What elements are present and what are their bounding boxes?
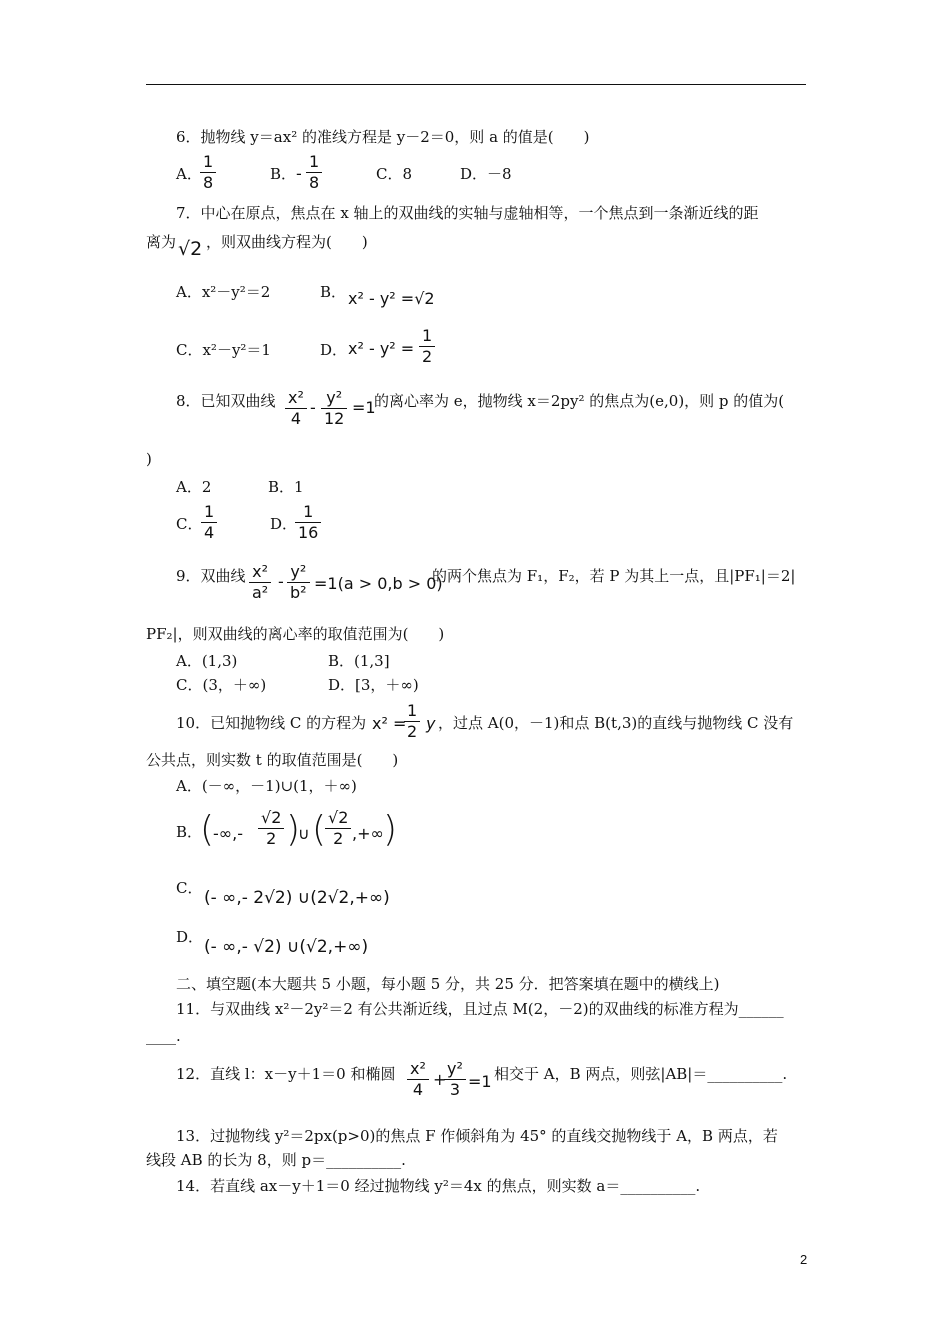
q9-option-a: A．(1,3) <box>176 652 238 670</box>
q9-line2: PF₂|，则双曲线的离心率的取值范围为( ) <box>146 625 445 643</box>
q10-option-b-mid-paren1: ) <box>286 809 301 850</box>
q10-option-b-left: -∞,- <box>213 824 243 843</box>
q12-plus: + <box>433 1070 447 1089</box>
q6-option-b-label: B． <box>270 165 297 183</box>
q9-option-d: D．[3，＋∞) <box>328 676 419 694</box>
q7-option-b-label: B． <box>320 283 347 301</box>
q10-line2: 公共点，则实数 t 的取值范围是( ) <box>146 751 399 769</box>
q10-option-b-mid-paren2: ( <box>312 809 327 850</box>
q12-equals: =1 <box>468 1072 492 1091</box>
q6-option-d: D．－8 <box>460 165 512 183</box>
q10-option-b-union: ∪ <box>298 824 310 843</box>
q6-option-b-sign: - <box>296 164 302 183</box>
q11-line1: 11．与双曲线 x²－2y²＝2 有公共渐近线，且过点 M(2，－2)的双曲线的标准方程为______ <box>176 1000 784 1018</box>
q10-option-b-right: ,+∞ <box>352 824 384 843</box>
q8-option-c-fraction: 1 4 <box>201 502 217 543</box>
q7-option-a: A．x²－y²＝2 <box>176 283 271 301</box>
q7-option-c: C．x²－y²＝1 <box>176 341 271 359</box>
q8-option-a: A．2 <box>176 478 212 496</box>
q8-fraction-x: x² 4 <box>285 388 307 429</box>
q9-minus: - <box>278 572 284 591</box>
q6-stem: 6．抛物线 y＝ax² 的准线方程是 y－2＝0，则 a 的值是( ) <box>176 128 590 146</box>
q7-option-d-math: x² - y² = <box>348 339 415 358</box>
q10-option-c-math: (- ∞,- 2√2) ∪(2√2,+∞) <box>204 888 390 908</box>
q9-condition: =1(a > 0,b > 0) <box>314 574 443 593</box>
q10-option-b-right-paren: ) <box>383 809 398 850</box>
q12-fraction-x: x² 4 <box>407 1059 429 1100</box>
q12-pre: 12．直线 l：x－y＋1＝0 和椭圆 <box>176 1065 396 1083</box>
q10-eq-lhs: x² = <box>372 714 407 733</box>
q11-line2: ____. <box>146 1027 181 1045</box>
q8-fraction-y: y² 12 <box>321 388 347 429</box>
q8-pre: 8．已知双曲线 <box>176 392 276 410</box>
q13-line1: 13．过抛物线 y²＝2px(p>0)的焦点 F 作倾斜角为 45° 的直线交抛物线于 A，B 两点，若 <box>176 1127 778 1145</box>
q12-post: 相交于 A，B 两点，则弦|AB|＝__________. <box>494 1065 788 1083</box>
q10-option-b-fraction1: √2 2 <box>258 808 284 849</box>
q7-line2-post: ，则双曲线方程为( ) <box>206 233 368 251</box>
q6-option-c: C．8 <box>376 165 413 183</box>
q10-option-c-label: C． <box>176 879 203 897</box>
q8-option-d-fraction: 1 16 <box>295 502 321 543</box>
q7-option-d-fraction: 1 2 <box>419 326 435 367</box>
q9-pre: 9．双曲线 <box>176 567 246 585</box>
q8-equals: =1 <box>352 398 376 417</box>
q9-fraction-y: y² b² <box>287 562 310 603</box>
q6-option-a-label: A． <box>176 165 202 183</box>
page-number: 2 <box>800 1252 808 1267</box>
q10-option-a: A．(－∞，－1)∪(1，＋∞) <box>176 777 357 795</box>
q6-option-b-fraction: 1 8 <box>306 152 322 193</box>
q7-option-d-label: D． <box>320 341 348 359</box>
q10-pre: 10．已知抛物线 C 的方程为 <box>176 714 367 732</box>
q10-post: ，过点 A(0，－1)和点 B(t,3)的直线与抛物线 C 没有 <box>438 714 794 732</box>
q7-line1: 7．中心在原点，焦点在 x 轴上的双曲线的实轴与虚轴相等，一个焦点到一条渐近线的距 <box>176 204 759 222</box>
q8-minus: - <box>310 398 316 417</box>
q7-line2-math: √2 <box>178 238 203 260</box>
q10-option-b-left-paren: ( <box>200 809 215 850</box>
q9-option-c: C．(3，＋∞) <box>176 676 267 694</box>
header-rule <box>146 84 806 85</box>
q10-eq-y: y <box>426 714 436 733</box>
q10-option-d-math: (- ∞,- √2) ∪(√2,+∞) <box>204 937 369 957</box>
q8-option-c-label: C． <box>176 515 203 533</box>
q8-close: ) <box>146 450 152 468</box>
q10-option-d-label: D． <box>176 928 204 946</box>
q7-line2-pre: 离为 <box>146 233 177 251</box>
q14-line1: 14．若直线 ax－y＋1＝0 经过抛物线 y²＝4x 的焦点，则实数 a＝__________. <box>176 1177 701 1195</box>
q12-fraction-y: y² 3 <box>444 1059 466 1100</box>
q9-post: 的两个焦点为 F₁，F₂，若 P 为其上一点，且|PF₁|＝2| <box>432 567 796 585</box>
q8-post: 的离心率为 e，抛物线 x＝2py² 的焦点为(e,0)，则 p 的值为( <box>374 392 785 410</box>
q9-option-b: B．(1,3] <box>328 652 390 670</box>
q13-line2: 线段 AB 的长为 8，则 p＝__________. <box>146 1151 406 1169</box>
q10-eq-fraction: 1 2 <box>404 701 420 742</box>
section2-heading: 二、填空题(本大题共 5 小题，每小题 5 分，共 25 分．把答案填在题中的横线上) <box>176 975 720 993</box>
q8-option-b: B．1 <box>268 478 304 496</box>
q9-fraction-x: x² a² <box>249 562 271 603</box>
q6-option-a-fraction: 1 8 <box>200 152 216 193</box>
q10-option-b-label: B． <box>176 823 203 841</box>
q8-option-d-label: D． <box>270 515 298 533</box>
q10-option-b-fraction2: √2 2 <box>325 808 351 849</box>
q7-option-b-math: x² - y² =√2 <box>348 289 435 308</box>
